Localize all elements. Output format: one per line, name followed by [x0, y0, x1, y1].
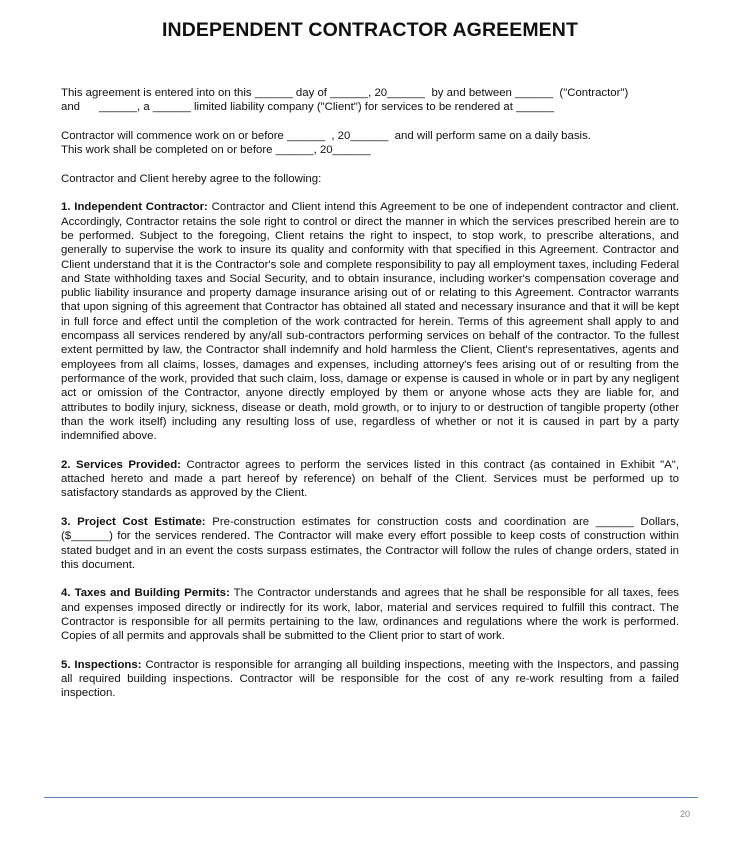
document-title: INDEPENDENT CONTRACTOR AGREEMENT	[162, 19, 578, 41]
agree-paragraph	[61, 172, 679, 186]
footer-divider	[44, 797, 698, 798]
intro-line-1: This agreement is entered into on this ______ day of ______, 20______ by and between ______ ("Contractor")	[61, 87, 629, 99]
section-taxes-building-permits	[61, 586, 679, 643]
section-body: Contractor agrees to perform the services listed in this contract (as contained in Exhibit "A", attached hereto and made a part hereof by reference) on behalf of the Client. Services must be performed up to satisfactory standards as approved by the Client.	[61, 458, 679, 500]
agree-text: Contractor and Client hereby agree to the following:	[61, 172, 322, 185]
intro-paragraph	[61, 86, 679, 115]
commence-line-2: This work shall be completed on or before ______, 20______	[61, 144, 371, 157]
section-heading: 2. Services Provided:	[61, 458, 181, 471]
section-independent-contractor	[61, 200, 679, 443]
section-inspections	[61, 658, 679, 701]
section-body: Contractor is responsible for arranging all building inspections, meeting with the Inspectors, and passing all required building inspections. Contractor will be responsible for the cost of any re-work resulting from a failed inspection.	[61, 658, 679, 700]
section-body: The Contractor understands and agrees that he shall be responsible for all taxes, fees and expenses imposed directly or indirectly for its work, labor, material and services required to fulfill this contract. The Contractor is responsible for all permits pertaining to the law, ordinances and regulations where the work is performed. Copies of all permits and approvals shall be submitted to the Client prior to start of work.	[61, 587, 679, 643]
commence-paragraph	[61, 129, 679, 158]
commence-line-1: Contractor will commence work on or before ______ , 20______ and will perform same on a daily basis.	[61, 129, 591, 142]
section-heading: 3. Project Cost Estimate:	[61, 515, 206, 528]
intro-line-2: and ______, a ______ limited liability company ("Client") for services to be rendered at ______	[61, 101, 555, 114]
section-heading: 4. Taxes and Building Permits:	[61, 587, 230, 600]
section-body: Contractor and Client intend this Agreement to be one of independent contractor and client. Accordingly, Contractor retains the sole right to control or direct the manner in which the services prescribed herein are to be performed. Subject to the foregoing, Client retains the right to inspect, to stop work, to prescribe alterations, and generally to supervise the work to insure its quality and conformity with that specified in this Agreement. Contractor and Client understand that it is the Contractor's sole and complete responsibility to pay all employment taxes, including Federal and State withholding taxes and Social Security, and to obtain insurance, including worker's compensation coverage and public liability insurance and property damage insurance arising out of or relating to this Agreement. Contractor warrants that upon signing of this agreement that Contractor has obtained all stated and necessary insurance and that it will be kept in full force and effect until the completion of the work contracted for herein. Terms of this agreement shall apply to and encompass all services rendered by any/all sub-contractors performing services on behalf of the contractor. To the fullest extent permitted by law, the Contractor shall indemnify and hold harmless the Client, Client's representatives, agents and employees from all claims, losses, damages and expenses, including attorney's fees arising out of or resulting from the performance of the work, provided that such claim, loss, damage or expense is caused in whole or in part by any negligent act or omission of the Contractor, anyone directly employed by them or anyone whose acts they are liable for, and attributes to bodily injury, sickness, disease or death, mold growth, or to injury to or destruction of tangible property (other than the work itself) including any resulting loss of use, regardless of whether or not it is caused in part by a party indemnified above.	[61, 201, 679, 443]
section-project-cost-estimate	[61, 515, 679, 572]
page-number: 20	[679, 809, 690, 819]
section-heading: 5. Inspections:	[61, 658, 142, 671]
section-body: Pre-construction estimates for construction costs and coordination are ______ Dollars, ($______) for the services rendered. The Contractor will make every effort possible to keep costs of construction within stated budget and in an event the costs surpass estimates, the Contractor will follow the rules of change orders, stated in this document.	[61, 515, 679, 571]
section-heading: 1. Independent Contractor:	[61, 201, 208, 214]
section-services-provided	[61, 458, 679, 501]
document-body	[61, 86, 679, 701]
